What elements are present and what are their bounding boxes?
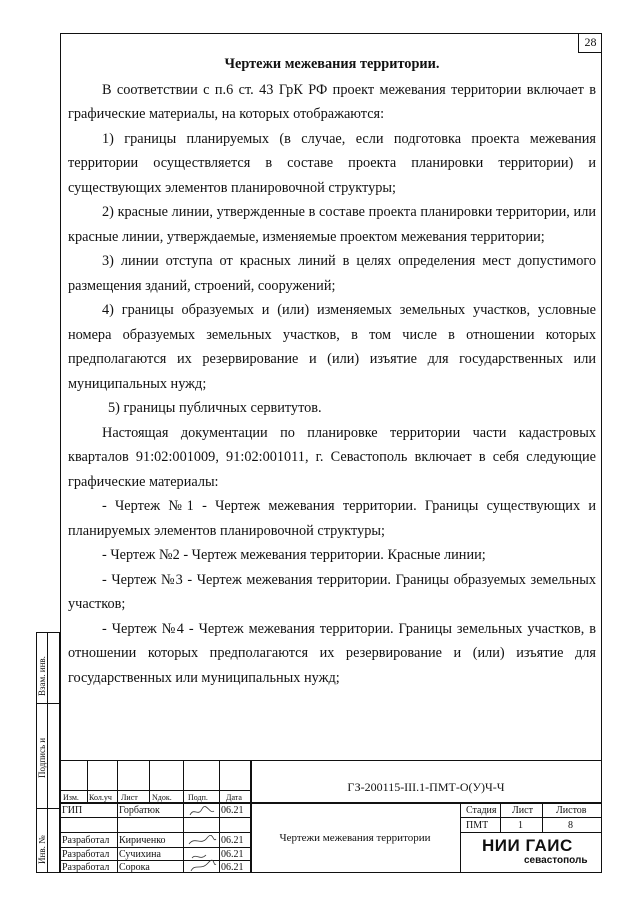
row-role: ГИП [62,805,83,816]
paragraph-drawing-1: - Чертеж №1 - Чертеж межевания территории. Границы существующих и планируемых элементов планировочной структуры; [68,498,596,539]
document-body [68,52,596,690]
row-date: 06.21 [221,835,244,846]
sheet-value: 1 [518,820,523,831]
header-podp: Подп. [188,793,208,802]
row-name: Горбатюк [119,805,160,816]
row-name: Кириченко [119,835,166,846]
tb-line [60,832,250,833]
side-divider [36,703,60,704]
tb-line [87,760,88,802]
row-date: 06.21 [221,862,244,873]
logo-main-text: НИИ ГАИС [482,836,573,855]
tb-line [219,760,220,873]
paragraph-item-3: 3) линии отступа от красных линий в целях определения мест допустимого размещения зданий, строений, сооружений; [68,253,596,294]
tb-line [542,802,543,832]
paragraph-item-2: 2) красные линии, утвержденные в составе проекта планировки территории, или красные линии, утверждаемые, изменяемые проектом межевания территории; [68,204,596,245]
stage-value: ПМТ [466,820,489,831]
tb-line [149,760,150,802]
tb-line [460,817,602,818]
paragraph-item-1: 1) границы планируемых (в случае, если подготовка проекта межевания территории осуществляется в составе проекта планировки территории) и существующих элементов планировочной структуры; [68,130,596,196]
side-label-vzam: Взам. инв. [37,656,47,696]
tb-line [500,802,501,832]
signature-marks [186,803,218,873]
header-data: Дата [226,793,242,802]
paragraph-drawing-2: - Чертеж №2 - Чертеж межевания территории. Красные линии; [102,547,486,563]
paragraph-drawing-4: - Чертеж №4 - Чертеж межевания территории. Границы земельных участков, в отношении которых предполагаются их резервирование и (или) изъятие для государственных или муниципальных нужд; [68,620,596,686]
header-list: Лист [121,793,138,802]
tb-line [460,802,461,873]
paragraph-item-4: 4) границы образуемых и (или) изменяемых земельных участков, условные номера образуемых земельных участков, в том числе в отношении которых предполагаются их резервирование и (или) изъятие для государственных или муниципальных нужд; [68,302,596,392]
paragraph-materials: Настоящая документации по планировке территории части кадастровых кварталов 91:02:001009, 91:02:001011, г. Севастополь включает в себя следующие графические материалы: [68,424,596,490]
document-title: Чертежи межевания территории. [224,56,440,72]
side-label-podpis: Подпись и [37,737,47,778]
document-code: ГЗ-200115-III.1-ПМТ-О(У)Ч-Ч [347,780,505,794]
tb-line [60,817,250,818]
paragraph-item-5: 5) границы публичных сервитутов. [108,400,322,416]
paragraph-intro: В соответствии с п.6 ст. 43 ГрК РФ проект межевания территории включает в графические материалы, на которых отображаются: [68,81,596,122]
signature-gip [190,806,214,815]
doc-title: Чертежи межевания территории [279,832,431,844]
header-ndok: Nдок. [152,793,172,802]
signature-suchikhina [192,855,206,858]
side-divider [36,808,60,809]
row-date: 06.21 [221,805,244,816]
company-logo [464,832,602,872]
stage-header: Стадия [466,805,497,816]
header-koluch: Кол.уч [89,793,112,802]
row-role: Разработал [62,862,110,873]
sheets-header: Листов [556,805,587,816]
sheets-value: 8 [568,820,573,831]
tb-line [250,760,252,873]
sheet-header: Лист [512,805,533,816]
row-role: Разработал [62,835,110,846]
logo-sub-text: севастополь [524,855,588,866]
side-label-inv: Инв. № [37,835,47,864]
signature-kirichenko [189,835,216,844]
header-izm: Изм. [63,793,79,802]
signature-soroka [191,860,216,871]
paragraph-drawing-3: - Чертеж №3 - Чертеж межевания территории. Границы образуемых земельных участков; [68,571,596,612]
row-date: 06.21 [221,849,244,860]
row-name: Сорока [119,862,150,873]
tb-line [117,760,118,873]
row-name: Сучихина [119,849,161,860]
row-role: Разработал [62,849,110,860]
tb-line [183,760,184,873]
page-number: 28 [578,33,602,53]
